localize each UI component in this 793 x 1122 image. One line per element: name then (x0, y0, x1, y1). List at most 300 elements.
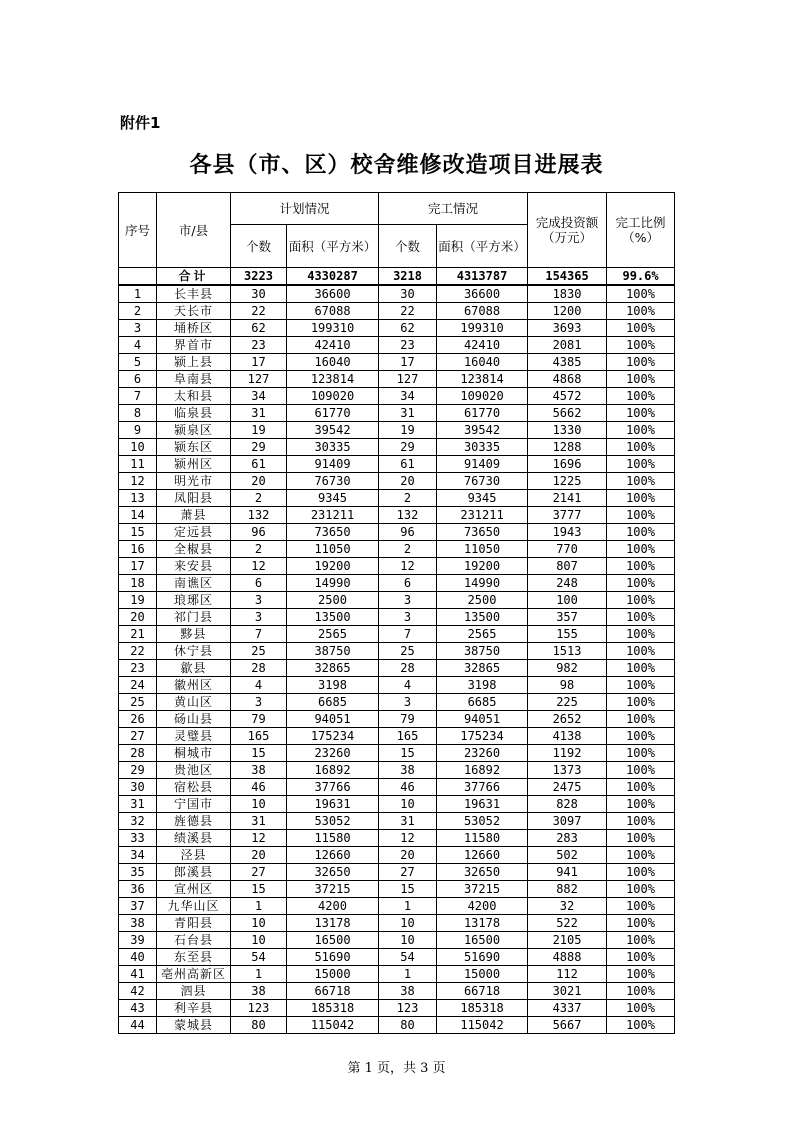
cell-county: 徽州区 (157, 677, 231, 694)
cell-done-count: 3 (379, 609, 437, 626)
cell-plan-area: 2565 (287, 626, 379, 643)
cell-plan-count: 19 (231, 422, 287, 439)
cell-county: 旌德县 (157, 813, 231, 830)
cell-investment: 100 (528, 592, 607, 609)
cell-investment: 828 (528, 796, 607, 813)
cell-investment: 502 (528, 847, 607, 864)
cell-plan-count: 165 (231, 728, 287, 745)
cell-plan-area: 12660 (287, 847, 379, 864)
cell-county: 休宁县 (157, 643, 231, 660)
cell-plan-count: 54 (231, 949, 287, 966)
table-row (119, 558, 675, 575)
cell-index: 25 (119, 694, 157, 711)
cell-done-count: 7 (379, 626, 437, 643)
cell-ratio: 100% (607, 388, 675, 405)
cell-done-area: 14990 (437, 575, 528, 592)
cell-county: 灵璧县 (157, 728, 231, 745)
cell-county: 明光市 (157, 473, 231, 490)
cell-plan-area: 11050 (287, 541, 379, 558)
cell-index: 12 (119, 473, 157, 490)
cell-investment: 2081 (528, 337, 607, 354)
cell-investment: 32 (528, 898, 607, 915)
cell-investment: 1696 (528, 456, 607, 473)
cell-plan-count: 7 (231, 626, 287, 643)
cell-county: 颍泉区 (157, 422, 231, 439)
cell-done-count: 20 (379, 847, 437, 864)
cell-investment: 807 (528, 558, 607, 575)
table-row (119, 745, 675, 762)
cell-done-count: 80 (379, 1017, 437, 1034)
cell-investment: 5667 (528, 1017, 607, 1034)
cell-investment: 1288 (528, 439, 607, 456)
attachment-label: 附件1 (120, 114, 161, 132)
table-row (119, 320, 675, 337)
cell-done-count: 3 (379, 592, 437, 609)
cell-plan-count: 1 (231, 966, 287, 983)
cell-county: 泾县 (157, 847, 231, 864)
cell-plan-area: 32865 (287, 660, 379, 677)
cell-done-area: 67088 (437, 303, 528, 320)
cell-done-count: 127 (379, 371, 437, 388)
cell-plan-area: 39542 (287, 422, 379, 439)
cell-plan-count: 20 (231, 473, 287, 490)
cell-done-area: 94051 (437, 711, 528, 728)
cell-county: 亳州高新区 (157, 966, 231, 983)
table-row (119, 847, 675, 864)
cell-plan-count: 61 (231, 456, 287, 473)
table-row (119, 898, 675, 915)
table-row (119, 694, 675, 711)
cell-done-area: 13178 (437, 915, 528, 932)
cell-ratio: 100% (607, 728, 675, 745)
cell-done-area: 19200 (437, 558, 528, 575)
cell-plan-area: 16040 (287, 354, 379, 371)
cell-county: 颍上县 (157, 354, 231, 371)
cell-investment: 1373 (528, 762, 607, 779)
cell-investment: 3693 (528, 320, 607, 337)
cell-index: 43 (119, 1000, 157, 1017)
cell-ratio: 100% (607, 371, 675, 388)
cell-investment: 882 (528, 881, 607, 898)
cell-done-count: 27 (379, 864, 437, 881)
cell-plan-count: 96 (231, 524, 287, 541)
cell-done-count: 22 (379, 303, 437, 320)
cell-done-count: 61 (379, 456, 437, 473)
cell-county: 九华山区 (157, 898, 231, 915)
cell-plan-count: 10 (231, 796, 287, 813)
cell-index: 35 (119, 864, 157, 881)
cell-investment: 4868 (528, 371, 607, 388)
total-plan-area: 4330287 (287, 268, 379, 286)
cell-ratio: 100% (607, 762, 675, 779)
cell-ratio: 100% (607, 1000, 675, 1017)
total-row (119, 268, 675, 286)
cell-plan-count: 17 (231, 354, 287, 371)
cell-plan-count: 22 (231, 303, 287, 320)
cell-done-area: 3198 (437, 677, 528, 694)
header-done: 完工情况 (379, 193, 528, 225)
cell-done-area: 175234 (437, 728, 528, 745)
cell-ratio: 100% (607, 813, 675, 830)
table-row (119, 524, 675, 541)
cell-county: 来安县 (157, 558, 231, 575)
cell-done-count: 25 (379, 643, 437, 660)
table-row (119, 966, 675, 983)
table-row (119, 881, 675, 898)
cell-done-count: 10 (379, 796, 437, 813)
header-done-area: 面积（平方米） (437, 225, 528, 268)
cell-county: 黄山区 (157, 694, 231, 711)
cell-done-count: 2 (379, 541, 437, 558)
total-done-area: 4313787 (437, 268, 528, 286)
table-row (119, 813, 675, 830)
cell-index: 44 (119, 1017, 157, 1034)
cell-index: 24 (119, 677, 157, 694)
cell-ratio: 100% (607, 745, 675, 762)
page-footer: 第 1 页，共 3 页 (347, 1061, 446, 1076)
cell-done-area: 42410 (437, 337, 528, 354)
cell-index: 11 (119, 456, 157, 473)
cell-ratio: 100% (607, 677, 675, 694)
cell-county: 长丰县 (157, 285, 231, 303)
cell-county: 界首市 (157, 337, 231, 354)
cell-index: 13 (119, 490, 157, 507)
cell-index: 4 (119, 337, 157, 354)
cell-investment: 2105 (528, 932, 607, 949)
cell-done-area: 23260 (437, 745, 528, 762)
cell-plan-count: 6 (231, 575, 287, 592)
cell-index: 16 (119, 541, 157, 558)
table-row (119, 711, 675, 728)
cell-plan-count: 20 (231, 847, 287, 864)
cell-county: 定远县 (157, 524, 231, 541)
cell-plan-count: 123 (231, 1000, 287, 1017)
cell-done-count: 15 (379, 881, 437, 898)
table-row (119, 1017, 675, 1034)
cell-plan-count: 27 (231, 864, 287, 881)
header-done-count: 个数 (379, 225, 437, 268)
cell-ratio: 100% (607, 320, 675, 337)
cell-plan-count: 132 (231, 507, 287, 524)
cell-plan-area: 175234 (287, 728, 379, 745)
cell-investment: 2475 (528, 779, 607, 796)
cell-done-count: 31 (379, 405, 437, 422)
header-ratio: 完工比例（%） (607, 193, 675, 268)
cell-county: 临泉县 (157, 405, 231, 422)
table-row (119, 949, 675, 966)
cell-plan-area: 16500 (287, 932, 379, 949)
cell-done-area: 36600 (437, 285, 528, 303)
cell-plan-area: 13500 (287, 609, 379, 626)
cell-county: 泗县 (157, 983, 231, 1000)
cell-done-area: 109020 (437, 388, 528, 405)
cell-plan-count: 38 (231, 762, 287, 779)
cell-ratio: 100% (607, 881, 675, 898)
cell-county: 宣州区 (157, 881, 231, 898)
table-row (119, 405, 675, 422)
cell-done-area: 32650 (437, 864, 528, 881)
cell-county: 天长市 (157, 303, 231, 320)
cell-done-area: 19631 (437, 796, 528, 813)
cell-index: 38 (119, 915, 157, 932)
cell-county: 埇桥区 (157, 320, 231, 337)
cell-county: 琅琊区 (157, 592, 231, 609)
cell-done-area: 53052 (437, 813, 528, 830)
cell-index: 10 (119, 439, 157, 456)
cell-done-count: 19 (379, 422, 437, 439)
cell-plan-area: 4200 (287, 898, 379, 915)
cell-index: 31 (119, 796, 157, 813)
cell-done-count: 38 (379, 762, 437, 779)
cell-done-area: 51690 (437, 949, 528, 966)
header-plan: 计划情况 (231, 193, 379, 225)
cell-done-count: 6 (379, 575, 437, 592)
cell-plan-area: 76730 (287, 473, 379, 490)
total-index (119, 268, 157, 286)
cell-index: 1 (119, 285, 157, 303)
cell-plan-area: 13178 (287, 915, 379, 932)
cell-investment: 4385 (528, 354, 607, 371)
cell-plan-area: 36600 (287, 285, 379, 303)
header-index: 序号 (119, 193, 157, 268)
table-row (119, 932, 675, 949)
cell-index: 9 (119, 422, 157, 439)
cell-county: 青阳县 (157, 915, 231, 932)
cell-done-count: 23 (379, 337, 437, 354)
cell-county: 颍州区 (157, 456, 231, 473)
cell-investment: 1192 (528, 745, 607, 762)
cell-done-area: 12660 (437, 847, 528, 864)
cell-ratio: 100% (607, 354, 675, 371)
cell-plan-area: 91409 (287, 456, 379, 473)
cell-ratio: 100% (607, 796, 675, 813)
cell-plan-count: 38 (231, 983, 287, 1000)
cell-done-area: 15000 (437, 966, 528, 983)
cell-investment: 941 (528, 864, 607, 881)
cell-index: 32 (119, 813, 157, 830)
table-row (119, 592, 675, 609)
cell-done-area: 231211 (437, 507, 528, 524)
cell-index: 34 (119, 847, 157, 864)
cell-done-area: 16040 (437, 354, 528, 371)
cell-index: 42 (119, 983, 157, 1000)
cell-plan-area: 30335 (287, 439, 379, 456)
cell-plan-area: 19631 (287, 796, 379, 813)
cell-plan-area: 53052 (287, 813, 379, 830)
cell-done-area: 39542 (437, 422, 528, 439)
cell-investment: 4888 (528, 949, 607, 966)
cell-plan-count: 15 (231, 745, 287, 762)
cell-plan-area: 199310 (287, 320, 379, 337)
cell-plan-count: 46 (231, 779, 287, 796)
cell-plan-area: 115042 (287, 1017, 379, 1034)
cell-ratio: 100% (607, 439, 675, 456)
cell-county: 全椒县 (157, 541, 231, 558)
cell-county: 桐城市 (157, 745, 231, 762)
table-row (119, 473, 675, 490)
document-title: 各县（市、区）校舍维修改造项目进展表 (189, 153, 604, 178)
table-row (119, 337, 675, 354)
cell-investment: 4572 (528, 388, 607, 405)
cell-done-count: 96 (379, 524, 437, 541)
table-row (119, 609, 675, 626)
cell-plan-count: 29 (231, 439, 287, 456)
cell-investment: 357 (528, 609, 607, 626)
cell-index: 18 (119, 575, 157, 592)
table-row (119, 915, 675, 932)
cell-plan-area: 2500 (287, 592, 379, 609)
cell-done-area: 76730 (437, 473, 528, 490)
cell-done-area: 91409 (437, 456, 528, 473)
cell-investment: 155 (528, 626, 607, 643)
cell-ratio: 100% (607, 609, 675, 626)
cell-index: 40 (119, 949, 157, 966)
cell-done-area: 11580 (437, 830, 528, 847)
cell-done-count: 123 (379, 1000, 437, 1017)
cell-ratio: 100% (607, 473, 675, 490)
cell-plan-area: 66718 (287, 983, 379, 1000)
cell-plan-area: 15000 (287, 966, 379, 983)
cell-done-area: 16500 (437, 932, 528, 949)
cell-county: 颍东区 (157, 439, 231, 456)
cell-index: 26 (119, 711, 157, 728)
cell-index: 28 (119, 745, 157, 762)
cell-county: 凤阳县 (157, 490, 231, 507)
cell-plan-area: 109020 (287, 388, 379, 405)
cell-county: 萧县 (157, 507, 231, 524)
cell-county: 宁国市 (157, 796, 231, 813)
cell-plan-area: 94051 (287, 711, 379, 728)
cell-county: 南谯区 (157, 575, 231, 592)
cell-index: 33 (119, 830, 157, 847)
cell-plan-count: 34 (231, 388, 287, 405)
cell-plan-area: 3198 (287, 677, 379, 694)
cell-ratio: 100% (607, 847, 675, 864)
cell-plan-count: 62 (231, 320, 287, 337)
cell-done-area: 30335 (437, 439, 528, 456)
cell-plan-count: 15 (231, 881, 287, 898)
cell-done-area: 37215 (437, 881, 528, 898)
cell-investment: 1225 (528, 473, 607, 490)
cell-plan-count: 12 (231, 558, 287, 575)
cell-index: 5 (119, 354, 157, 371)
cell-index: 29 (119, 762, 157, 779)
cell-done-count: 4 (379, 677, 437, 694)
cell-index: 2 (119, 303, 157, 320)
cell-done-area: 32865 (437, 660, 528, 677)
cell-done-area: 115042 (437, 1017, 528, 1034)
cell-investment: 283 (528, 830, 607, 847)
cell-investment: 3021 (528, 983, 607, 1000)
cell-investment: 770 (528, 541, 607, 558)
cell-ratio: 100% (607, 405, 675, 422)
cell-done-count: 3 (379, 694, 437, 711)
cell-county: 东至县 (157, 949, 231, 966)
cell-index: 39 (119, 932, 157, 949)
table-row (119, 303, 675, 320)
header-investment: 完成投资额（万元） (528, 193, 607, 268)
cell-plan-count: 79 (231, 711, 287, 728)
cell-plan-area: 37766 (287, 779, 379, 796)
cell-plan-count: 1 (231, 898, 287, 915)
cell-plan-area: 38750 (287, 643, 379, 660)
cell-investment: 4138 (528, 728, 607, 745)
cell-investment: 522 (528, 915, 607, 932)
cell-index: 20 (119, 609, 157, 626)
table-row (119, 864, 675, 881)
cell-ratio: 100% (607, 592, 675, 609)
cell-done-count: 79 (379, 711, 437, 728)
cell-done-count: 165 (379, 728, 437, 745)
cell-plan-count: 28 (231, 660, 287, 677)
cell-plan-area: 185318 (287, 1000, 379, 1017)
cell-plan-count: 3 (231, 592, 287, 609)
cell-index: 17 (119, 558, 157, 575)
total-label: 合计 (157, 268, 231, 286)
cell-done-count: 34 (379, 388, 437, 405)
total-plan-count: 3223 (231, 268, 287, 286)
cell-investment: 3097 (528, 813, 607, 830)
cell-investment: 1943 (528, 524, 607, 541)
cell-done-area: 199310 (437, 320, 528, 337)
table-row (119, 456, 675, 473)
cell-ratio: 100% (607, 626, 675, 643)
cell-plan-area: 73650 (287, 524, 379, 541)
cell-investment: 982 (528, 660, 607, 677)
cell-plan-area: 61770 (287, 405, 379, 422)
header-county: 市/县 (157, 193, 231, 268)
table-row (119, 728, 675, 745)
cell-county: 石台县 (157, 932, 231, 949)
cell-plan-count: 3 (231, 609, 287, 626)
cell-ratio: 100% (607, 983, 675, 1000)
cell-county: 郎溪县 (157, 864, 231, 881)
cell-plan-count: 12 (231, 830, 287, 847)
cell-county: 宿松县 (157, 779, 231, 796)
cell-plan-count: 31 (231, 813, 287, 830)
cell-done-area: 9345 (437, 490, 528, 507)
cell-done-count: 38 (379, 983, 437, 1000)
cell-done-count: 30 (379, 285, 437, 303)
table-row (119, 677, 675, 694)
cell-plan-count: 4 (231, 677, 287, 694)
cell-done-count: 54 (379, 949, 437, 966)
cell-plan-count: 25 (231, 643, 287, 660)
header-plan-count: 个数 (231, 225, 287, 268)
cell-done-count: 12 (379, 830, 437, 847)
cell-plan-area: 67088 (287, 303, 379, 320)
cell-ratio: 100% (607, 422, 675, 439)
cell-plan-area: 11580 (287, 830, 379, 847)
cell-investment: 3777 (528, 507, 607, 524)
cell-index: 21 (119, 626, 157, 643)
cell-index: 23 (119, 660, 157, 677)
cell-county: 祁门县 (157, 609, 231, 626)
cell-index: 30 (119, 779, 157, 796)
cell-done-area: 13500 (437, 609, 528, 626)
cell-ratio: 100% (607, 541, 675, 558)
cell-plan-count: 31 (231, 405, 287, 422)
cell-done-area: 2565 (437, 626, 528, 643)
table-row (119, 660, 675, 677)
cell-index: 6 (119, 371, 157, 388)
cell-ratio: 100% (607, 507, 675, 524)
cell-ratio: 100% (607, 285, 675, 303)
cell-done-area: 2500 (437, 592, 528, 609)
cell-index: 14 (119, 507, 157, 524)
cell-plan-area: 19200 (287, 558, 379, 575)
total-ratio: 99.6% (607, 268, 675, 286)
